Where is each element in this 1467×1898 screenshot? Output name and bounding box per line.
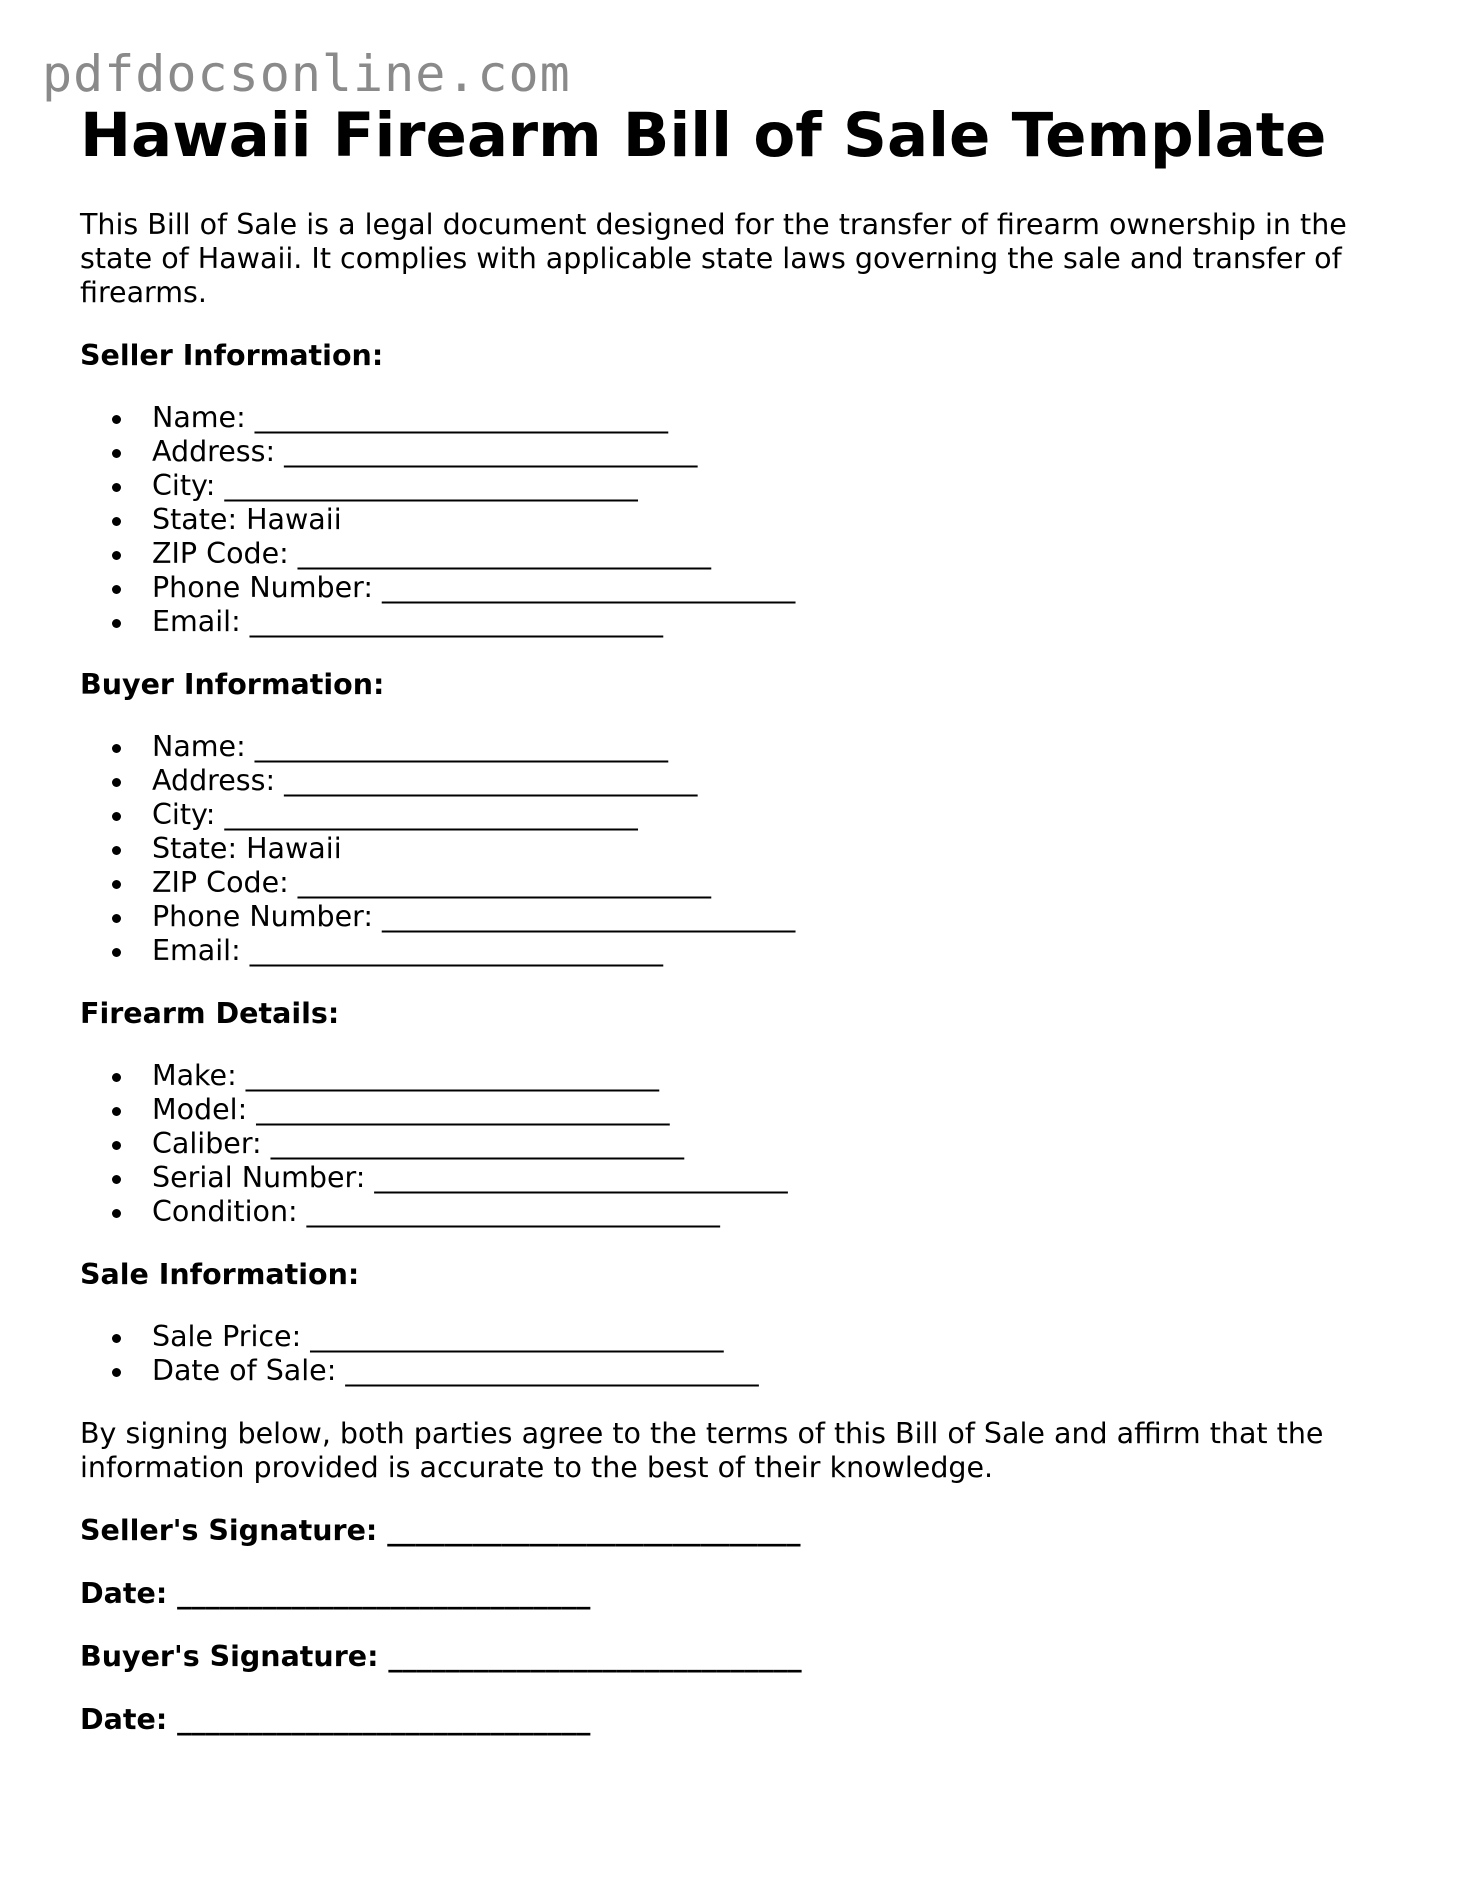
sale-price-field: Sale Price: _____________________________ — [152, 1320, 1390, 1354]
firearm-details-heading: Firearm Details: — [80, 997, 340, 1030]
seller-state-field: State: Hawaii — [152, 503, 1390, 537]
sale-information-list — [80, 1320, 1390, 1388]
seller-date-line: Date: _____________________________ — [80, 1577, 591, 1610]
buyer-date-line: Date: _____________________________ — [80, 1703, 591, 1736]
seller-phone-field: Phone Number: _____________________________ — [152, 571, 1390, 605]
agreement-paragraph: By signing below, both parties agree to the terms of this Bill of Sale and affirm that the information provided is accurate to the best of their knowledge. — [80, 1417, 1324, 1484]
seller-zip-field: ZIP Code: _____________________________ — [152, 537, 1390, 571]
firearm-details-list — [80, 1059, 1390, 1229]
buyer-state-field: State: Hawaii — [152, 832, 1390, 866]
buyer-signature-line: Buyer's Signature: _____________________________ — [80, 1640, 802, 1673]
buyer-information-heading: Buyer Information: — [80, 668, 385, 701]
seller-address-field: Address: _____________________________ — [152, 435, 1390, 469]
firearm-make-field: Make: _____________________________ — [152, 1059, 1390, 1093]
buyer-zip-field: ZIP Code: _____________________________ — [152, 866, 1390, 900]
firearm-serial-number-field: Serial Number: _____________________________ — [152, 1161, 1390, 1195]
firearm-model-field: Model: _____________________________ — [152, 1093, 1390, 1127]
buyer-city-field: City: _____________________________ — [152, 798, 1390, 832]
seller-name-field: Name: _____________________________ — [152, 401, 1390, 435]
buyer-information-list — [80, 730, 1390, 968]
document-title: Hawaii Firearm Bill of Sale Template — [80, 100, 1327, 171]
buyer-name-field: Name: _____________________________ — [152, 730, 1390, 764]
firearm-caliber-field: Caliber: _____________________________ — [152, 1127, 1390, 1161]
seller-information-list — [80, 401, 1390, 639]
seller-signature-line: Seller's Signature: _____________________________ — [80, 1514, 801, 1547]
buyer-address-field: Address: _____________________________ — [152, 764, 1390, 798]
seller-email-field: Email: _____________________________ — [152, 605, 1390, 639]
buyer-phone-field: Phone Number: _____________________________ — [152, 900, 1390, 934]
firearm-condition-field: Condition: _____________________________ — [152, 1195, 1390, 1229]
seller-city-field: City: _____________________________ — [152, 469, 1390, 503]
intro-paragraph: This Bill of Sale is a legal document designed for the transfer of firearm ownership in the state of Hawaii. It complies with applicable state laws governing the sale and transfer of firearms. — [80, 208, 1347, 309]
date-of-sale-field: Date of Sale: _____________________________ — [152, 1354, 1390, 1388]
sale-information-heading: Sale Information: — [80, 1258, 360, 1291]
site-watermark: pdfdocsonline.com — [42, 45, 571, 103]
buyer-email-field: Email: _____________________________ — [152, 934, 1390, 968]
seller-information-heading: Seller Information: — [80, 339, 384, 372]
document-page — [80, 100, 1390, 1737]
